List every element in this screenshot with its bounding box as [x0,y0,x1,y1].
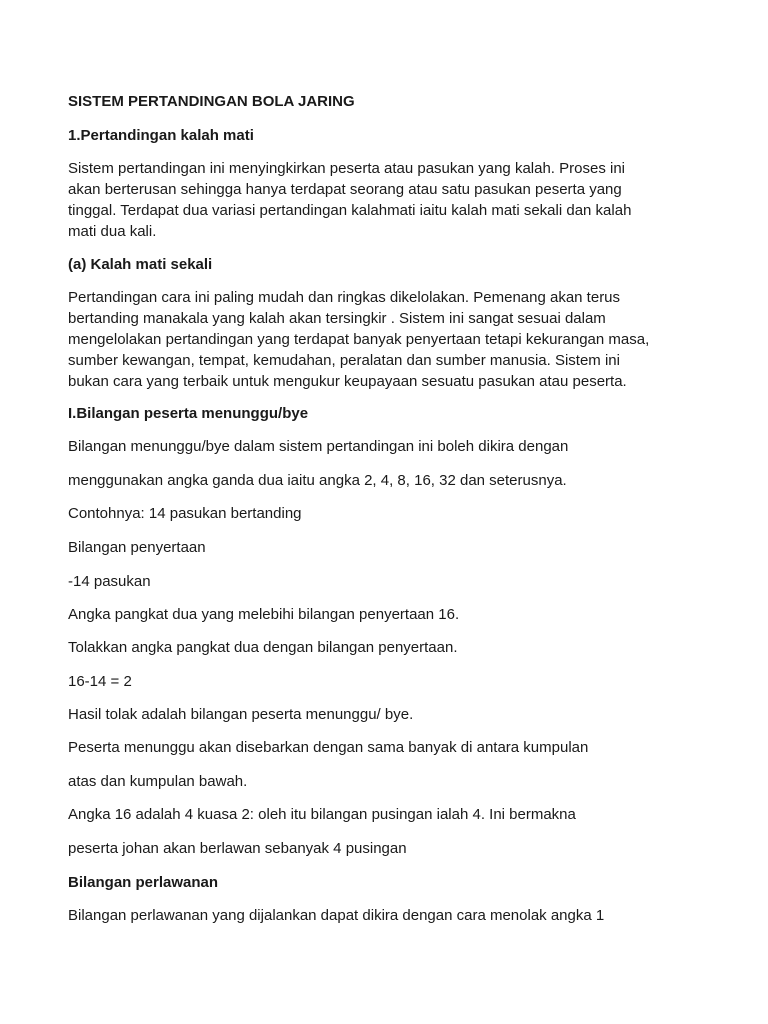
paragraph-line: mengelolakan pertandingan yang terdapat banyak penyertaan tetapi kekurangan masa, [68,331,650,348]
text-line: Angka 16 adalah 4 kuasa 2: oleh itu bilangan pusingan ialah 4. Ini bermakna [68,806,576,823]
text-line: 16-14 = 2 [68,673,132,690]
paragraph-line: tinggal. Terdapat dua variasi pertandingan kalahmati iaitu kalah mati sekali dan kalah [68,202,632,219]
subsection-heading-bilangan-perlawanan: Bilangan perlawanan [68,874,219,891]
text-line: Angka pangkat dua yang melebihi bilangan penyertaan 16. [68,606,460,623]
text-line: Contohnya: 14 pasukan bertanding [68,505,302,522]
paragraph-line: mati dua kali. [68,223,157,240]
text-line: Hasil tolak adalah bilangan peserta menunggu/ bye. [68,706,414,723]
text-line: peserta johan akan berlawan sebanyak 4 pusingan [68,840,407,857]
text-line: Bilangan penyertaan [68,539,206,556]
text-line: Peserta menunggu akan disebarkan dengan sama banyak di antara kumpulan [68,739,589,756]
document-title: SISTEM PERTANDINGAN BOLA JARING [68,93,355,110]
text-line: atas dan kumpulan bawah. [68,773,248,790]
paragraph-line: sumber kewangan, tempat, kemudahan, peralatan dan sumber manusia. Sistem ini [68,352,620,369]
paragraph-line: bertanding manakala yang kalah akan tersingkir . Sistem ini sangat sesuai dalam [68,310,606,327]
subsection-heading-bilangan-bye: I.Bilangan peserta menunggu/bye [68,405,309,422]
subsection-heading-kalah-mati-sekali: (a) Kalah mati sekali [68,256,213,273]
text-line: menggunakan angka ganda dua iaitu angka 2, 4, 8, 16, 32 dan seterusnya. [68,472,567,489]
paragraph-line: akan berterusan sehingga hanya terdapat seorang atau satu pasukan peserta yang [68,181,622,198]
text-line: Tolakkan angka pangkat dua dengan bilangan penyertaan. [68,639,458,656]
paragraph-line: bukan cara yang terbaik untuk mengukur keupayaan sesuatu pasukan atau peserta. [68,373,627,390]
paragraph-line: Sistem pertandingan ini menyingkirkan peserta atau pasukan yang kalah. Proses ini [68,160,625,177]
section-heading-kalah-mati: 1.Pertandingan kalah mati [68,127,254,144]
text-line: Bilangan menunggu/bye dalam sistem pertandingan ini boleh dikira dengan [68,438,569,455]
text-line: -14 pasukan [68,573,151,590]
paragraph-line: Pertandingan cara ini paling mudah dan ringkas dikelolakan. Pemenang akan terus [68,289,621,306]
text-line: Bilangan perlawanan yang dijalankan dapat dikira dengan cara menolak angka 1 [68,907,605,924]
